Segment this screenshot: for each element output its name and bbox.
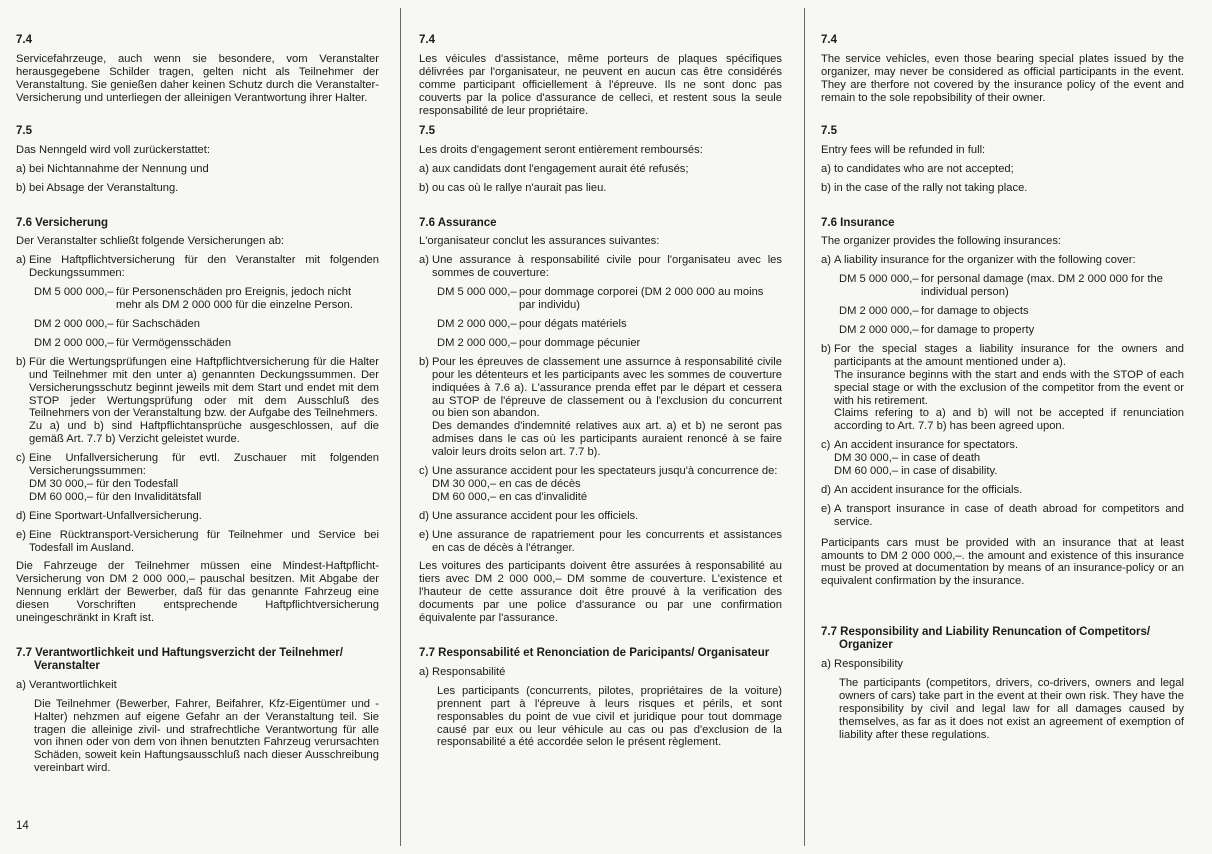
amount-row: DM 2 000 000,– pour dommage pécunier bbox=[437, 336, 641, 349]
section-text: Les droits d'engagement seront entièrement remboursés: bbox=[419, 143, 703, 156]
list-item: a) Eine Haftpflichtversicherung für den Veranstalter mit folgenden Deckungssummen: bbox=[16, 254, 379, 280]
section-text: The organizer provides the following insurances: bbox=[821, 235, 1062, 248]
list-item: b) ou cas où le rallye n'aurait pas lieu. bbox=[419, 181, 607, 194]
section-heading: 7.7 Verantwortlichkeit und Haftungsverzicht der Teilnehmer/ Veranstalter bbox=[16, 647, 343, 672]
section-text: Die Teilnehmer (Bewerber, Fahrer, Beifahrer, Kfz-Eigentümer und -Halter) nehzmen auf eigene Gefahr an der Veranstaltung teil. Sie tragen die alleinige zivil- und strafrechtliche Verantwortung für alle von ihnen oder von dem von ihnen benutzten Fahrzeug verursachten Schäden, soweit kein Haftungsausschluß nach dieser Ausschreibung vereinbart wird. bbox=[34, 697, 379, 775]
section-text: The participants (competitors, drivers, co-drivers, owners and legal owners of cars) take part in the event at their own risk. They have the responsibility by civil and legal law for all damages caused by themselves, as far as it does not exist an agreement of exemption of liability after these regulations. bbox=[839, 677, 1184, 741]
german-column bbox=[16, 34, 379, 775]
list-item: e) Eine Rücktransport-Versicherung für Teilnehmer und Service bei Todesfall im Ausland. bbox=[16, 528, 379, 554]
amount-row: DM 2 000 000,– for damage to property bbox=[839, 323, 1035, 336]
section-number: 7.4 bbox=[16, 34, 32, 46]
list-item: a) Verantwortlichkeit bbox=[16, 678, 117, 691]
section-text: Les voitures des participants doivent être assurées à responsabilité au tiers avec DM 2 000 000,– DM somme de couverture. L'existence et l'hauteur de cette assurance doit être prouvé à la verification des documents par une police d'assurance ou par une confirmation équivalente par l'assurance. bbox=[419, 560, 782, 625]
section-text: Entry fees will be refunded in full: bbox=[821, 143, 986, 156]
list-item: c) Une assurance accident pour les spectateurs jusqu'à concurrence de: DM 30 000,– en cas de décès DM 60 000,– en cas d'invalidité bbox=[419, 465, 778, 503]
section-number: 7.5 bbox=[16, 124, 32, 137]
section-text: Les véicules d'assistance, même porteurs de plaques spécifiques délivrées par l'organisateur, ne peuvent en aucun cas être considérés comme participant officiellement à l'épreuve. Ils ne sont donc pas couverts par la police d'assurance de celleci, et restent sous la seule responsabilité de leur propriétaire. bbox=[419, 52, 782, 117]
section-text: L'organisateur conclut les assurances suivantes: bbox=[419, 235, 660, 248]
list-item: d) An accident insurance for the officials. bbox=[821, 483, 1023, 496]
section-text: Die Fahrzeuge der Teilnehmer müssen eine Mindest-Haftpflicht-Versicherung von DM 2 000 000,– pauschal besitzen. Mit Abgabe der Nennung erklärt der Bewerber, daß für das genannte Fahrzeug eine diesen Vorschriften entsprechende Haftpflichtversicherung uneingeschränkt in Kraft ist. bbox=[16, 560, 379, 625]
section-heading: 7.7 Responsibility and Liability Renuncation of Competitors/ Organizer bbox=[821, 626, 1151, 652]
list-item: a) Responsibility bbox=[821, 658, 904, 671]
list-item: a) A liability insurance for the organizer with the following cover: bbox=[821, 254, 1136, 267]
section-number: 7.5 bbox=[821, 124, 837, 137]
section-heading: 7.6 Assurance bbox=[419, 216, 497, 229]
section-text: Der Veranstalter schließt folgende Versicherungen ab: bbox=[16, 235, 285, 248]
list-item: b) For the special stages a liability insurance for the owners and participants at the amount mentioned under a). The insurance beginns with the start and ends with the STOP of each special stage or with the exclusion of the competitor from the event or with his retirement. Claims refering to a) and b) will not be accepted if renunciation according to Art. 7.7 b) has been agreed upon. bbox=[821, 342, 1184, 433]
list-item: a) Responsabilité bbox=[419, 665, 506, 678]
english-column bbox=[821, 34, 1184, 742]
amount-row: DM 5 000 000,– for personal damage (max. DM 2 000 000 for the individual person) bbox=[839, 273, 1163, 299]
column-divider bbox=[804, 8, 805, 846]
list-item: a) bei Nichtannahme der Nennung und bbox=[16, 162, 209, 175]
amount-row: DM 2 000 000,– für Sachschäden bbox=[34, 317, 200, 330]
list-item: b) in the case of the rally not taking place. bbox=[821, 181, 1028, 194]
amount-row: DM 5 000 000,– pour dommage corporei (DM 2 000 000 au moins par individu) bbox=[437, 286, 764, 312]
section-heading: 7.6 Versicherung bbox=[16, 216, 109, 229]
page-number: 14 bbox=[16, 820, 29, 832]
section-text: Servicefahrzeuge, auch wenn sie besondere, vom Veranstalter herausgegebene Schilder tragen, gelten nicht als Teilnehmer der Veranstaltung. Sie genießen daher keinen Schutz durch die Veranstalter-Versicherung und unterliegen der alleinigen Verantwortung ihrer Halter. bbox=[16, 52, 379, 104]
list-item: b) Pour les épreuves de classement une assurnce à responsabilité civile pour les détenteurs et les participants avec les sommes de couverture indiquées à 7.6 a). L'assurance prenda effet par le départ et cessera au STOP de l'épreuve de classement ou à l'exclusion du concurrent ou bien son abandon. Des demandes d'indemnité relatives aux art. a) et b) ne seront pas admises dans le cas où les participants auraient renoncé à se faire valoir leurs droits selon art. 7.7 b). bbox=[419, 355, 782, 459]
section-text: Das Nenngeld wird voll zurückerstattet: bbox=[16, 143, 211, 156]
list-item: e) A transport insurance in case of death abroad for competitors and service. bbox=[821, 502, 1184, 528]
list-item: c) Eine Unfallversicherung für evtl. Zuschauer mit folgenden Versicherungssummen: DM 30 000,– für den Todesfall DM 60 000,– für den Invaliditätsfall bbox=[16, 452, 379, 503]
section-text: Les participants (concurrents, pilotes, propriétaires de la voiture) prennent part à l'épreuve à leurs risques et périls, et sont responsables du point de vue civil et juridique pour tout dommage causé par eux ou leur véhicule au cas ou pas d'exclusion de la responsabilité a été accordée selon le présent règlement. bbox=[437, 684, 782, 749]
section-number: 7.4 bbox=[821, 34, 837, 46]
list-item: a) aux candidats dont l'engagement aurait été refusés; bbox=[419, 162, 689, 175]
section-number: 7.4 bbox=[419, 34, 435, 46]
french-column bbox=[419, 34, 782, 749]
amount-row: DM 2 000 000,– for damage to objects bbox=[839, 305, 1029, 318]
section-heading: 7.7 Responsabilité et Renonciation de Paricipants/ Organisateur bbox=[419, 647, 770, 659]
section-heading: 7.6 Insurance bbox=[821, 216, 895, 229]
list-item: b) Für die Wertungsprüfungen eine Haftpflichtversicherung für die Halter und Teilnehmer mit den unter a) genannten Deckungssummen. Der Versicherungsschutz beginnt jeweils mit dem Start und endet mit dem STOP jeder Wertungsprüfung oder mit dem Ausschluß des Teilnehmers von der Veranstaltung bzw. der Aufgabe des Teilnehmers. Zu a) und b) sind Haftpflichtansprüche ausgeschlossen, auf die gemäß Art. 7.7 b) Verzicht geleistet wurde. bbox=[16, 355, 379, 446]
list-item: c) An accident insurance for spectators. DM 30 000,– in case of death DM 60 000,– in case of disability. bbox=[821, 439, 1019, 478]
section-number: 7.5 bbox=[419, 124, 435, 137]
list-item: a) to candidates who are not accepted; bbox=[821, 162, 1014, 175]
list-item: a) Une assurance à responsabilité civile pour l'organisateu avec les sommes de couverture: bbox=[419, 254, 782, 280]
list-item: e) Une assurance de rapatriement pour les concurrents et assistances en cas de décès à l'étranger. bbox=[419, 528, 782, 554]
amount-row: DM 2 000 000,– für Vermögensschäden bbox=[34, 336, 232, 349]
section-text: Participants cars must be provided with an insurance that at least amounts to DM 2 000 000,–. the amount and existence of this insurance must be proved at documentation by means of an insurance-policy or an equivalent confirmation by the insurance. bbox=[821, 536, 1184, 588]
section-text: The service vehicles, even those bearing special plates issued by the organizer, may never be considered as official participants in the event. They are therfore not covered by the insurance policy of the event and remain to the sole repobsibility of their owner. bbox=[821, 52, 1184, 104]
list-item: d) Eine Sportwart-Unfallversicherung. bbox=[16, 509, 202, 522]
list-item: b) bei Absage der Veranstaltung. bbox=[16, 181, 179, 194]
column-divider bbox=[400, 8, 401, 846]
amount-row: DM 5 000 000,– für Personenschäden pro Ereignis, jedoch nicht mehr als DM 2 000 000 für die einzelne Person. bbox=[34, 286, 353, 312]
list-item: d) Une assurance accident pour les officiels. bbox=[419, 509, 639, 522]
amount-row: DM 2 000 000,– pour dégats matériels bbox=[437, 317, 627, 330]
